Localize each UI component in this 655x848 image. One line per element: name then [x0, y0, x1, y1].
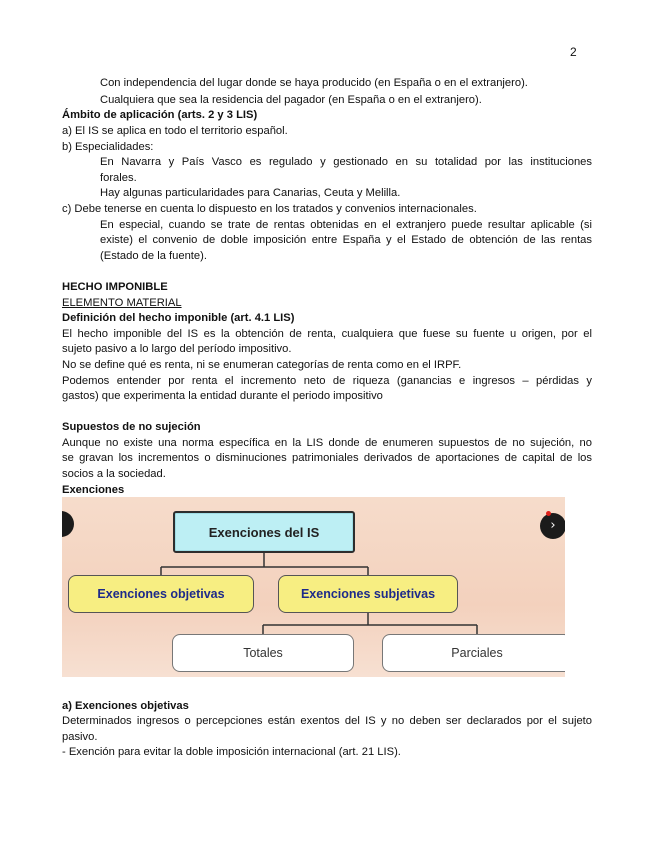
ambito-c1-line-3: (Estado de la fuente).: [100, 250, 207, 262]
ambito-item-c: c) Debe tenerse en cuenta lo dispuesto en los tratados y convenios internacionales.: [62, 203, 477, 215]
intro-line-1: Con independencia del lugar donde se haya producido (en España o en el extranjero).: [100, 77, 528, 89]
exenciones-objetivas-box: Exenciones objetivas: [68, 575, 254, 613]
no-sujecion-line-2: se gravan los incrementos o disminuciones patrimoniales derivados de aportaciones de capital de los: [62, 452, 592, 464]
hecho-p3-line-2: gastos) que experimenta la entidad durante el periodo impositivo: [62, 390, 383, 402]
no-sujecion-heading: Supuestos de no sujeción: [62, 421, 201, 433]
hecho-p2: No se define qué es renta, ni se enumeran categorías de renta como en el IRPF.: [62, 359, 462, 371]
ambito-c1-line-1: En especial, cuando se trate de rentas obtenidas en el extranjero puede resultar aplicable (si: [100, 219, 592, 231]
parciales-box: Parciales: [382, 634, 565, 672]
ambito-heading: Ámbito de aplicación (arts. 2 y 3 LIS): [62, 109, 258, 121]
exenciones-subjetivas-box: Exenciones subjetivas: [278, 575, 458, 613]
ambito-c1-line-2: existe) el convenio de doble imposición entre España y el Estado de obtención de las rentas: [100, 234, 592, 246]
totales-box: Totales: [172, 634, 354, 672]
hecho-p1-line-2: sujeto pasivo a lo largo del período impositivo.: [62, 343, 292, 355]
exenciones-objetivas-heading: a) Exenciones objetivas: [62, 700, 189, 712]
notification-dot-icon: [546, 511, 551, 516]
ambito-b1-line-1: En Navarra y País Vasco es regulado y gestionado en su totalidad por las instituciones: [100, 156, 592, 168]
no-sujecion-line-1: Aunque no existe una norma específica en la LIS donde de enumeren supuestos de no sujeción, no: [62, 437, 592, 449]
objetivas-line-3: - Exención para evitar la doble imposición internacional (art. 21 LIS).: [62, 746, 401, 758]
no-sujecion-line-3: socios a la sociedad.: [62, 468, 166, 480]
objetivas-line-2: pasivo.: [62, 731, 98, 743]
exenciones-diagram: [62, 497, 565, 677]
next-slide-button[interactable]: [540, 513, 565, 539]
ambito-item-a: a) El IS se aplica en todo el territorio español.: [62, 125, 288, 137]
exenciones-del-is-box: Exenciones del IS: [173, 511, 355, 553]
ambito-b1-line-2: forales.: [100, 172, 137, 184]
intro-line-2: Cualquiera que sea la residencia del pagador (en España o en el extranjero).: [100, 94, 482, 106]
exenciones-heading: Exenciones: [62, 484, 125, 496]
hecho-p3-line-1: Podemos entender por renta el incremento neto de riqueza (ganancias e ingresos – pérdidas y: [62, 375, 592, 387]
page-number: 2: [570, 45, 577, 59]
chevron-right-icon: ›: [550, 518, 556, 533]
objetivas-line-1: Determinados ingresos o percepciones están exentos del IS y no deben ser declarados por el sujeto: [62, 715, 592, 727]
hecho-p1-line-1: El hecho imponible del IS es la obtención de renta, cualquiera que fuese su fuente u origen, por el: [62, 328, 592, 340]
ambito-b2: Hay algunas particularidades para Canarias, Ceuta y Melilla.: [100, 187, 401, 199]
ambito-item-b: b) Especialidades:: [62, 141, 154, 153]
elemento-material-heading: ELEMENTO MATERIAL: [62, 297, 182, 309]
hecho-heading: HECHO IMPONIBLE: [62, 281, 168, 293]
definicion-heading: Definición del hecho imponible (art. 4.1 LIS): [62, 312, 295, 324]
